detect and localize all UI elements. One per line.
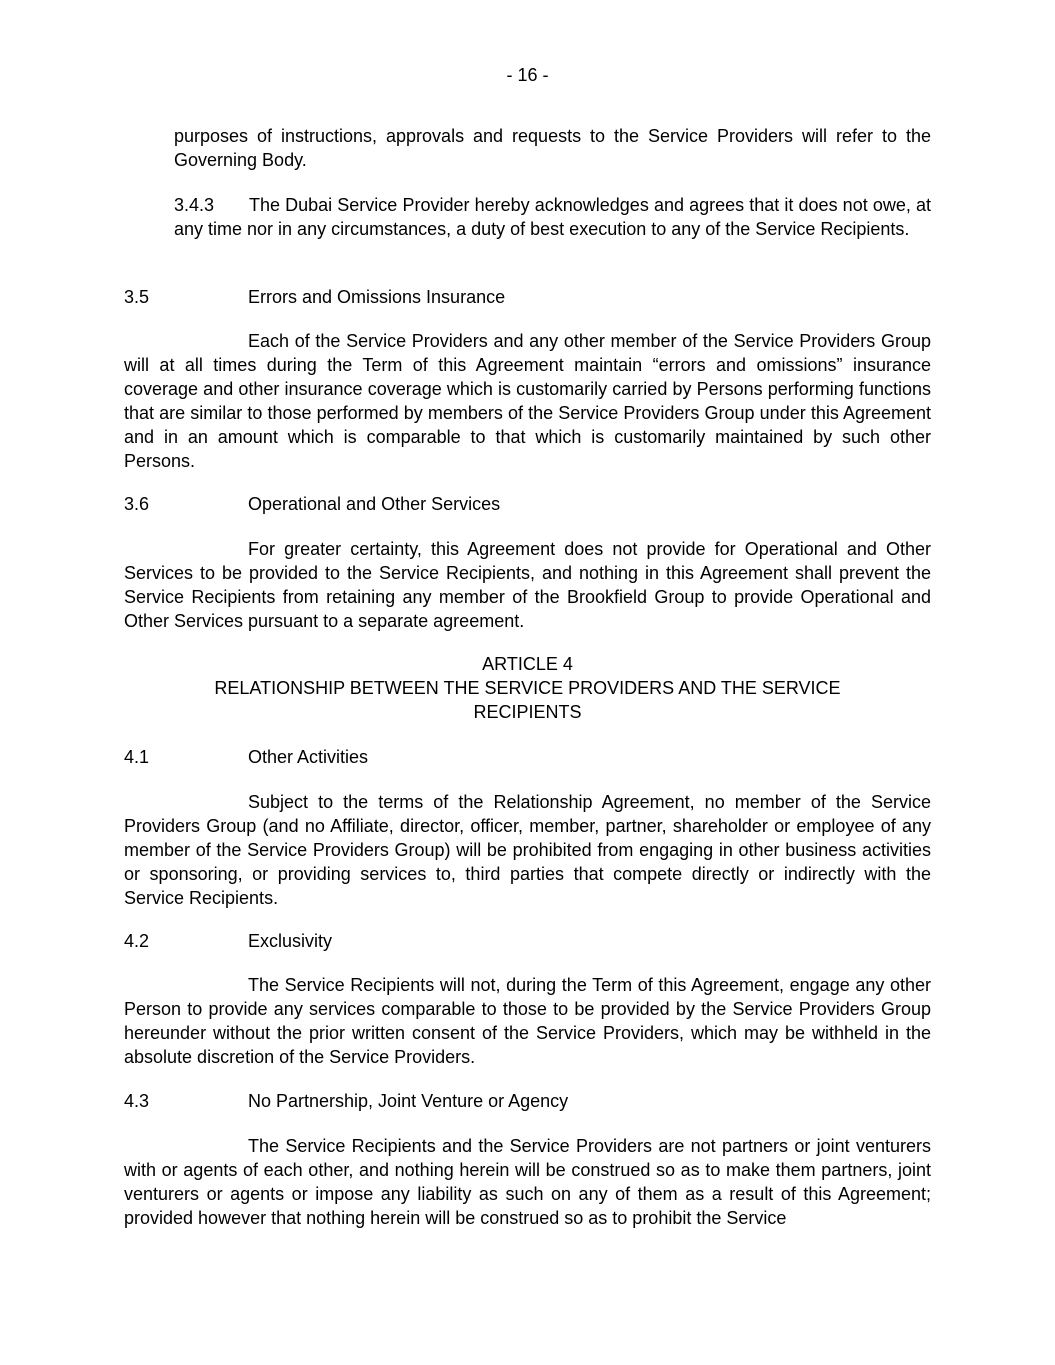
section-title: Other Activities [248,747,369,767]
section-title: Exclusivity [248,931,333,951]
paragraph-3-4-3 [174,193,931,241]
paragraph-continuation: purposes of instructions, approvals and requests to the Service Providers will refer to the Governing Body. [174,126,931,170]
paragraph-4-3: The Service Recipients and the Service Providers are not partners or joint venturers with or agents of each other, and nothing herein will be construed so as to make them partners, joint venturers or agents or impose any liability as such on any of them as a result of this Agreement; provided however that nothing herein will be construed so as to prohibit the Service [124,1136,931,1228]
article-title-line-2: RECIPIENTS [473,702,582,722]
section-title: Errors and Omissions Insurance [248,287,506,307]
section-number: 3.4.3 [174,195,215,215]
paragraph-3-6: For greater certainty, this Agreement does not provide for Operational and Other Services to be provided to the Service Recipients, and nothing in this Agreement shall prevent the Service Recipients from retaining any member of the Brookfield Group to provide Operational and Other Services pursuant to a separate agreement. [124,539,931,631]
section-number: 4.2 [124,931,150,951]
paragraph-3-5: Each of the Service Providers and any other member of the Service Providers Group will at all times during the Term of this Agreement maintain “errors and omissions” insurance coverage and other insurance coverage which is customarily carried by Persons performing functions that are similar to those performed by members of the Service Providers Group under this Agreement and in an amount which is comparable to that which is customarily maintained by such other Persons. [124,331,931,471]
article-label: ARTICLE 4 [482,654,573,674]
paragraph-4-1: Subject to the terms of the Relationship Agreement, no member of the Service Providers Group (and no Affiliate, director, officer, member, partner, shareholder or employee of any member of the Service Providers Group) will be prohibited from engaging in other business activities or sponsoring, or providing services to, third parties that compete directly or indirectly with the Service Recipients. [124,792,931,908]
section-heading-4-2 [124,929,931,953]
section-number: 4.1 [124,747,150,767]
section-number: 4.3 [124,1091,150,1111]
article-title-line-1: RELATIONSHIP BETWEEN THE SERVICE PROVIDERS AND THE SERVICE [214,678,841,698]
section-heading-3-6 [124,492,931,516]
section-number: 3.5 [124,287,150,307]
section-heading-3-5 [124,285,931,309]
section-title: No Partnership, Joint Venture or Agency [248,1091,569,1111]
section-heading-4-1 [124,745,931,769]
paragraph-text: The Dubai Service Provider hereby acknowledges and agrees that it does not owe, at any time nor in any circumstances, a duty of best execution to any of the Service Recipients. [174,195,931,239]
section-heading-4-3 [124,1089,931,1113]
paragraph-4-2: The Service Recipients will not, during the Term of this Agreement, engage any other Person to provide any services comparable to those to be provided by the Service Providers Group hereunder without the prior written consent of the Service Providers, which may be withheld in the absolute discretion of the Service Providers. [124,975,931,1067]
page-number: - 16 - [506,65,549,85]
article-heading [124,652,931,724]
section-title: Operational and Other Services [248,494,501,514]
section-number: 3.6 [124,494,150,514]
